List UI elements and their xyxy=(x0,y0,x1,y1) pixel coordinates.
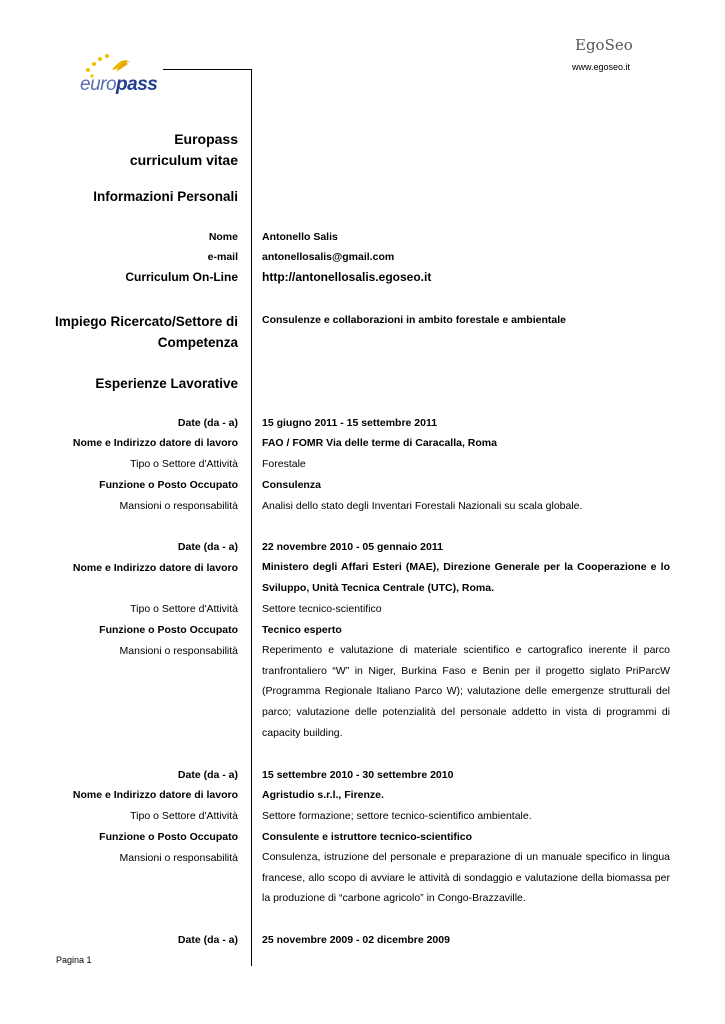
job3-dates-label: Date (da - a) xyxy=(177,769,238,781)
egoseo-logo: EgoSeo xyxy=(575,36,633,54)
cv-title: Europass curriculum vitae xyxy=(129,131,238,168)
job3-dates: 15 settembre 2010 - 30 settembre 2010 xyxy=(262,769,454,781)
job3-duties: Consulenza, istruzione del personale e preparazione di un manuale specifico in lingua francese, allo scopo di avviare le attività di sondaggio e valutazione della biomassa per la produzione di “carbone agricolo” in Congo-Brazzaville. xyxy=(262,851,670,905)
name-value: Antonello Salis xyxy=(262,231,338,243)
job2-position: Tecnico esperto xyxy=(262,624,342,636)
job1-sector-label: Tipo o Settore d'Attività xyxy=(130,458,238,470)
job1-position: Consulenza xyxy=(262,479,321,491)
job1-position-label: Funzione o Posto Occupato xyxy=(99,479,238,491)
job2-employer-label: Nome e Indirizzo datore di lavoro xyxy=(72,562,238,574)
job3-position: Consulente e istruttore tecnico-scientifico xyxy=(262,831,473,843)
job2-sector: Settore tecnico-scientifico xyxy=(262,603,382,615)
job3-employer: Agristudio s.r.l., Firenze. xyxy=(262,789,384,801)
job1-employer-label: Nome e Indirizzo datore di lavoro xyxy=(72,437,238,449)
job3-position-label: Funzione o Posto Occupato xyxy=(99,831,238,843)
name-label: Nome xyxy=(208,231,238,243)
page-number: Pagina 1 xyxy=(56,955,92,965)
desired-value: Consulenze e collaborazioni in ambito forestale e ambientale xyxy=(262,314,566,326)
job3-duties-label: Mansioni o responsabilità xyxy=(119,852,238,864)
job4-dates: 25 novembre 2009 - 02 dicembre 2009 xyxy=(262,934,450,946)
job2-dates-label: Date (da - a) xyxy=(177,541,238,553)
job1-duties-label: Mansioni o responsabilità xyxy=(119,500,238,512)
job2-dates: 22 novembre 2010 - 05 gennaio 2011 xyxy=(262,541,443,553)
job3-sector: Settore formazione; settore tecnico-scientifico ambientale. xyxy=(262,810,532,822)
email-value[interactable]: antonellosalis@gmail.com xyxy=(262,251,395,263)
egoseo-url[interactable]: www.egoseo.it xyxy=(572,62,631,72)
job3-sector-label: Tipo o Settore d'Attività xyxy=(130,810,238,822)
europass-wordmark: europass xyxy=(80,74,158,95)
job2-duties: Reperimento e valutazione di materiale scientifico e cartografico inerente il parco tranfrontaliero “W” in Niger, Burkina Faso e Benin per il progetto siglato PriParcW (Programma Regionale Italiano Parco W); valutazione delle emergenze strutturali del parco; valutazione delle potenzialità del personale addetto in vista di programmi di capacity building. xyxy=(262,644,670,739)
header-rule xyxy=(163,69,252,70)
job2-employer: Ministero degli Affari Esteri (MAE), Direzione Generale per la Cooperazione e lo Sviluppo, Unità Tecnica Centrale (UTC), Roma. xyxy=(262,561,670,594)
email-label: e-mail xyxy=(207,251,238,263)
job2-position-label: Funzione o Posto Occupato xyxy=(99,624,238,636)
column-divider xyxy=(251,70,252,966)
job2-sector-label: Tipo o Settore d'Attività xyxy=(130,603,238,615)
job3-employer-label: Nome e Indirizzo datore di lavoro xyxy=(72,789,238,801)
job4-dates-label: Date (da - a) xyxy=(177,934,238,946)
cv-online-label: Curriculum On-Line xyxy=(125,270,238,284)
job1-dates-label: Date (da - a) xyxy=(177,417,238,429)
job1-sector: Forestale xyxy=(262,458,306,470)
experience-heading: Esperienze Lavorative xyxy=(95,376,238,391)
job2-duties-label: Mansioni o responsabilità xyxy=(119,645,238,657)
personal-heading: Informazioni Personali xyxy=(93,189,238,204)
desired-heading: Impiego Ricercato/Settore di Competenza xyxy=(54,314,238,350)
cv-online-link[interactable]: http://antonellosalis.egoseo.it xyxy=(262,270,432,284)
job1-employer: FAO / FOMR Via delle terme di Caracalla, Roma xyxy=(262,437,497,449)
job1-duties: Analisi dello stato degli Inventari Forestali Nazionali su scala globale. xyxy=(262,500,583,512)
job1-dates: 15 giugno 2011 - 15 settembre 2011 xyxy=(262,417,438,429)
